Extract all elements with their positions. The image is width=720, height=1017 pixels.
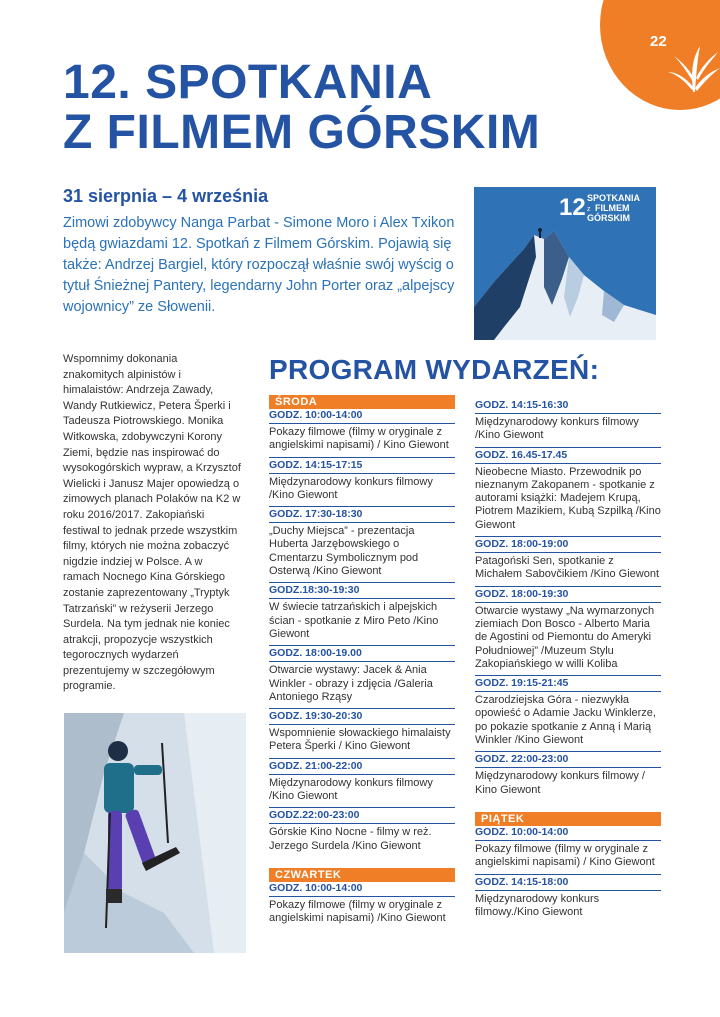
leaf-logo-icon (666, 42, 720, 94)
intro-paragraph: Zimowi zdobywcy Nanga Parbat - Simone Moro i Alex Txikon będą gwiazdami 12. Spotkań z Filmem Górskim. Pojawią się także: Andrzej Bargiel, który rozpoczął właśnie swój wyścig o tytuł Śnieżnej Pantery, legendarny John Porter oraz „alpejscy wojownicy” ze Słowenii. (63, 215, 455, 315)
event-description: Nieobecne Miasto. Przewodnik po nieznanym Zakopanem - spotkanie z autorami książki: Madejem Krupą, Piotrem Mazikiem, Kubą Szpilką /Kino Giewont (475, 466, 661, 537)
poster-line-1: SPOTKANIA (587, 193, 641, 203)
climber-photo (64, 713, 246, 953)
event-time: GODZ. 10:00-14:00 (269, 409, 455, 424)
event-description: Międzynarodowy konkurs filmowy /Kino Giewont (475, 416, 661, 448)
event-description: Otwarcie wystawy: Jacek & Ania Winkler - obrazy i zdjęcia /Galeria Antoniego Rząsy (269, 664, 455, 709)
page-title (63, 58, 540, 158)
event-time: GODZ. 14:15-18:00 (475, 876, 661, 891)
program-event (475, 753, 661, 801)
page-number: 22 (650, 33, 667, 50)
program-event (475, 588, 661, 676)
event-time: GODZ. 21:00-22:00 (269, 760, 455, 775)
event-time: GODZ. 18:00-19:00 (475, 538, 661, 553)
program-event (269, 459, 455, 508)
program-event (269, 508, 455, 583)
title-line-2: Z FILMEM GÓRSKIM (63, 106, 541, 159)
spacer (475, 802, 661, 812)
poster-line-3: GÓRSKIM (587, 213, 631, 223)
event-description: „Duchy Miejsca” - prezentacja Huberta Jarzębowskiego o Cmentarzu Symbolicznym pod Osterwą /Kino Giewont (269, 525, 455, 583)
program-event (475, 399, 661, 448)
program-event (269, 809, 455, 857)
event-description: Międzynarodowy konkurs filmowy /Kino Giewont (269, 476, 455, 508)
event-time: GODZ.22:00-23:00 (269, 809, 455, 824)
event-time: GODZ. 19:15-21:45 (475, 677, 661, 692)
event-description: Otwarcie wystawy „Na wymarzonych ziemiach Don Bosco - Alberto Maria de Agostini od Piemontu do Ameryki Południowej” /Muzeum Stylu Zakopiańskiego w willi Koliba (475, 605, 661, 676)
program-event (269, 710, 455, 759)
event-time: GODZ.18:30-19:30 (269, 584, 455, 599)
program-heading: PROGRAM WYDARZEŃ: (269, 354, 600, 385)
program-column-1 (269, 395, 455, 931)
event-time: GODZ. 17:30-18:30 (269, 508, 455, 523)
event-time: GODZ. 22:00-23:00 (475, 753, 661, 768)
event-dates: 31 sierpnia – 4 września (63, 186, 269, 206)
event-description: Międzynarodowy konkurs filmowy./Kino Giewont (475, 892, 600, 918)
program-event (269, 760, 455, 809)
poster-number: 12 (559, 194, 586, 221)
program-event (269, 647, 455, 709)
event-time: GODZ. 14:15-16:30 (475, 399, 661, 414)
event-description: Wspomnienie słowackiego himalaisty Petera Šperki / Kino Giewont (269, 727, 455, 759)
day-header-friday: PIĄTEK (475, 812, 661, 826)
program-event (475, 826, 661, 875)
program-event (475, 538, 661, 587)
event-description: Międzynarodowy konkurs filmowy /Kino Giewont (269, 777, 455, 809)
day-header-wednesday: ŚRODA (269, 395, 455, 409)
festival-poster (474, 187, 656, 340)
poster-line-2: FILMEM (595, 203, 630, 213)
poster-small: z (587, 206, 591, 213)
event-description: W świecie tatrzańskich i alpejskich ścian - spotkanie z Miro Peto /Kino Giewont (269, 601, 455, 646)
program-event (269, 882, 455, 930)
program-event (475, 449, 661, 537)
event-time: GODZ. 18:00-19.00 (269, 647, 455, 662)
event-time: GODZ. 19:30-20:30 (269, 710, 455, 725)
program-column-2 (475, 399, 661, 924)
climber-photo-graphic (64, 713, 246, 953)
event-time: GODZ. 16.45-17.45 (475, 449, 661, 464)
event-time: GODZ. 10:00-14:00 (269, 882, 455, 897)
program-event (269, 584, 455, 646)
event-description: Górskie Kino Nocne - filmy w reż. Jerzego Surdela /Kino Giewont (269, 826, 432, 852)
program-event (475, 677, 661, 752)
program-event (269, 409, 455, 458)
event-time: GODZ. 10:00-14:00 (475, 826, 661, 841)
event-description: Czarodziejska Góra - niezwykła opowieść o Adamie Jacku Winklerze, po pokazie spotkanie z Anną i Marią Winkler /Kino Giewont (475, 694, 661, 752)
poster-mountain-graphic (474, 187, 656, 340)
event-description: Pokazy filmowe (filmy w oryginale z angielskimi napisami) / Kino Giewont (269, 426, 455, 458)
event-time: GODZ. 18:00-19:30 (475, 588, 661, 603)
event-time: GODZ. 14:15-17:15 (269, 459, 455, 474)
program-event (475, 876, 661, 924)
spacer (269, 858, 455, 868)
event-description: Pokazy filmowe (filmy w oryginale z angielskimi napisami) / Kino Giewont (475, 843, 661, 875)
day-header-thursday: CZWARTEK (269, 868, 455, 882)
event-description: Międzynarodowy konkurs filmowy / Kino Giewont (475, 770, 645, 796)
article-body: Wspomnimy dokonania znakomitych alpinistów i himalaistów: Andrzeja Zawady, Wandy Rutkiewicz, Petera Šperki i Tadeusza Piotrowskiego. Monika Witkowska, zdobywczyni Korony Ziemi, będzie nas inspirować do wysokogórskich wypraw, a Krzysztof Wielicki i Janusz Majer opowiedzą o zimowych planach Polaków na K2 w roku 2016/2017. Zakopiański festiwal to jednak przede wszystkim filmy, których nie można zobaczyć nigdzie indziej w Polsce. A w ramach Nocnego Kina Górskiego zostanie zaprezentowany „Tryptyk Tatrzański” w reżyserii Jerzego Surdela. Na tym jednak nie koniec atrakcji, propozycje wszystkich tegorocznych wydarzeń prezentujemy w szczegółowym programie. (63, 353, 241, 693)
event-description: Patagoński Sen, spotkanie z Michałem Sabovčikiem /Kino Giewont (475, 555, 661, 587)
title-line-1: 12. SPOTKANIA (63, 56, 433, 109)
event-description: Pokazy filmowe (filmy w oryginale z angielskimi napisami) /Kino Giewont (269, 898, 446, 925)
